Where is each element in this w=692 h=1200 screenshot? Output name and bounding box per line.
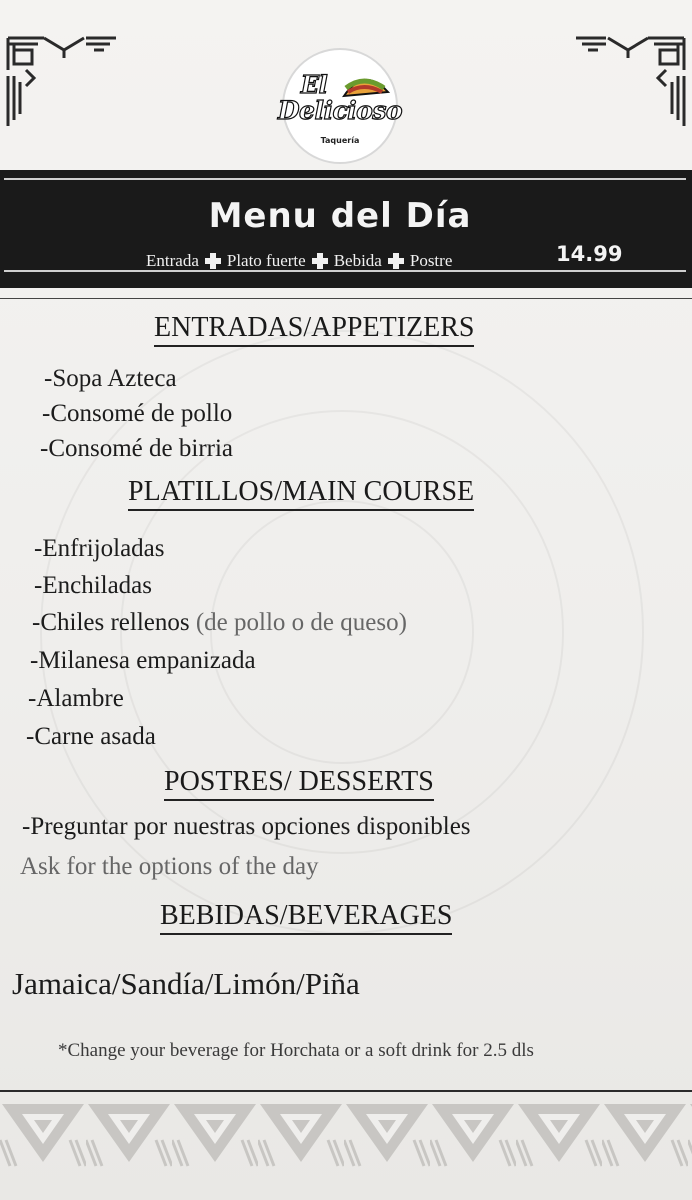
banner-title: Menu del Día xyxy=(208,196,472,236)
plus-icon xyxy=(388,253,404,269)
divider-bottom xyxy=(0,1090,692,1092)
combo-item-bebida: Bebida xyxy=(333,251,382,270)
logo-word-delicioso: Delicioso xyxy=(277,96,403,125)
desserts-heading: POSTRES/ DESSERTS xyxy=(164,766,434,801)
aztec-border-pattern-icon xyxy=(0,1100,692,1170)
main-course-item-name: -Chiles rellenos xyxy=(32,609,190,636)
main-course-item xyxy=(32,608,407,638)
plus-icon xyxy=(312,253,328,269)
desserts-line-spanish: -Preguntar por nuestras opciones disponibles xyxy=(22,813,471,840)
combo-item-postre: Postre xyxy=(409,251,453,270)
main-course-item: -Carne asada xyxy=(26,723,156,750)
beverage-options: Jamaica/Sandía/Limón/Piña xyxy=(12,966,360,1001)
combo-line xyxy=(146,250,452,272)
main-course-item: -Enfrijoladas xyxy=(34,535,165,562)
plus-icon xyxy=(205,253,221,269)
aztec-corner-ornament-icon xyxy=(573,30,688,130)
chiles-rellenos-note: (de pollo o de queso) xyxy=(195,609,407,636)
desserts-line-english: Ask for the options of the day xyxy=(20,853,319,880)
divider-top xyxy=(0,298,692,299)
appetizers-heading: ENTRADAS/APPETIZERS xyxy=(154,312,474,347)
appetizer-item: -Sopa Azteca xyxy=(44,365,177,392)
main-course-item: -Enchiladas xyxy=(34,572,153,599)
logo-word-el: El xyxy=(300,70,328,99)
appetizer-item: -Consomé de birria xyxy=(40,435,234,462)
combo-item-plato-fuerte: Plato fuerte xyxy=(226,251,306,270)
beverage-footnote: *Change your beverage for Horchata or a soft drink for 2.5 dls xyxy=(58,1040,534,1061)
logo-subtitle: Taquería xyxy=(320,136,360,145)
menu-del-dia-banner xyxy=(0,170,692,288)
main-course-item: -Milanesa empanizada xyxy=(30,647,256,674)
appetizer-item: -Consomé de pollo xyxy=(42,400,233,427)
restaurant-logo xyxy=(272,48,408,168)
main-course-item: -Alambre xyxy=(28,685,124,712)
main-course-heading: PLATILLOS/MAIN COURSE xyxy=(128,476,474,511)
combo-item-entrada: Entrada xyxy=(146,251,199,270)
combo-price: 14.99 xyxy=(556,242,623,266)
beverages-heading: BEBIDAS/BEVERAGES xyxy=(160,900,452,935)
aztec-corner-ornament-icon xyxy=(4,30,119,130)
